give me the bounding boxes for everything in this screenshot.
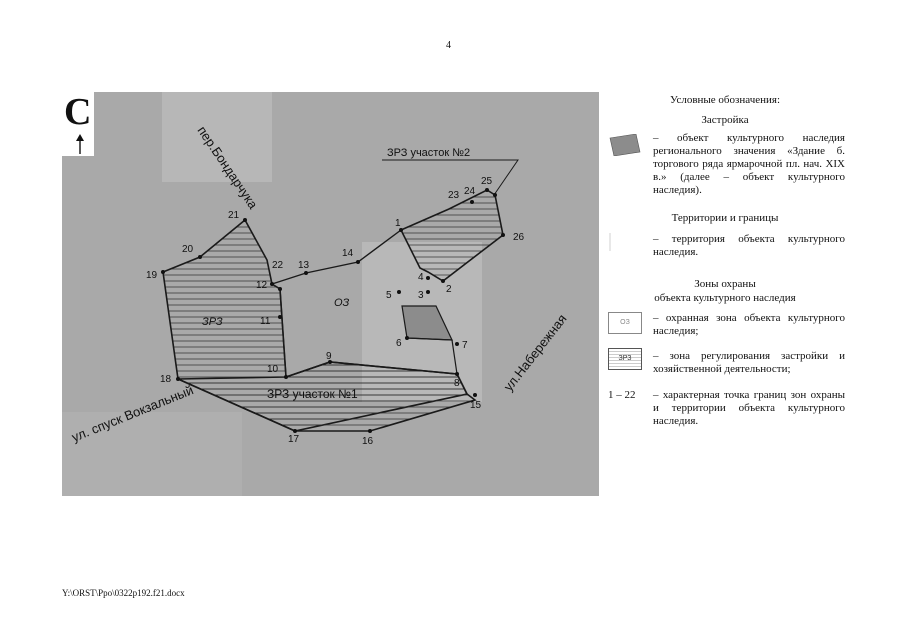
point-label: 1 xyxy=(395,218,401,229)
oz-swatch: ОЗ xyxy=(608,312,642,334)
north-arrow-icon xyxy=(76,134,84,154)
point-label: 4 xyxy=(418,272,424,283)
point-label: 15 xyxy=(470,400,482,411)
label-oz: ОЗ xyxy=(334,297,350,309)
point-label: 25 xyxy=(481,176,493,187)
point-label: 14 xyxy=(342,248,354,259)
legend-territory-text: – территория объекта культурного наследия. xyxy=(653,233,845,258)
point-label: 11 xyxy=(260,316,271,327)
street-naberezhnaya: ул.Набережная xyxy=(500,311,570,394)
point-label: 2 xyxy=(446,284,452,295)
point-label: 8 xyxy=(454,378,460,389)
point-label: 3 xyxy=(418,290,424,301)
street-bondarchuk: пер.Бондарчука xyxy=(194,123,261,212)
point-label: 21 xyxy=(228,210,240,221)
legend-range-text: – характерная точка границ зон охраны и территории объекта культурного наследия. xyxy=(653,389,845,427)
legend-title: Условные обозначения: xyxy=(669,94,781,106)
zrz-swatch: ЗРЗ xyxy=(608,348,642,370)
point-label: 17 xyxy=(288,434,300,445)
point-label: 13 xyxy=(298,260,310,271)
point-label: 23 xyxy=(448,190,460,201)
point-label: 5 xyxy=(386,290,392,301)
point-label: 9 xyxy=(326,351,332,362)
point-label: 22 xyxy=(272,260,284,271)
zones-map xyxy=(62,92,599,496)
legend-oz-text: – охранная зона объекта культурного наследия; xyxy=(653,312,845,337)
legend-zrz-text: – зона регулирования застройки и хозяйственной деятельности; xyxy=(653,350,845,375)
point-label: 10 xyxy=(267,364,279,375)
point-label: 12 xyxy=(256,280,268,291)
label-zrz-1: ЗРЗ участок №1 xyxy=(267,387,358,401)
legend-section-zones-2: объекта культурного наследия xyxy=(654,292,796,304)
legend-section-territories: Территории и границы xyxy=(671,212,779,224)
north-indicator xyxy=(62,92,94,156)
file-path-footer: Y:\ORST\Ppo\0322p192.f21.docx xyxy=(62,588,185,598)
legend-section-zones-1: Зоны охраны xyxy=(694,278,756,290)
legend-object-text: – объект культурного наследия регионального значения «Здание б. торгового ряда ярмарочной пл. нач. XIX в.» (далее – объект культурного наследия). xyxy=(653,132,845,196)
point-label: 24 xyxy=(464,186,476,197)
territory-line-icon xyxy=(608,231,642,253)
north-label: С xyxy=(64,91,92,133)
label-zrz-west: ЗРЗ xyxy=(202,316,223,328)
point-label: 16 xyxy=(362,436,374,447)
point-label: 20 xyxy=(182,244,194,255)
point-label: 6 xyxy=(396,338,402,349)
point-label: 19 xyxy=(146,270,158,281)
heritage-object-swatch-icon xyxy=(608,134,642,156)
label-zrz-2: ЗРЗ участок №2 xyxy=(387,147,471,159)
legend-section-building: Застройка xyxy=(701,114,749,126)
page-number: 4 xyxy=(446,40,451,51)
map-drawing xyxy=(62,92,599,496)
legend-range-label: 1 – 22 xyxy=(608,389,636,401)
point-label: 7 xyxy=(462,340,468,351)
street-vokzalny: ул. спуск Вокзальный xyxy=(69,382,196,445)
point-label: 18 xyxy=(160,374,172,385)
point-label: 26 xyxy=(513,232,525,243)
